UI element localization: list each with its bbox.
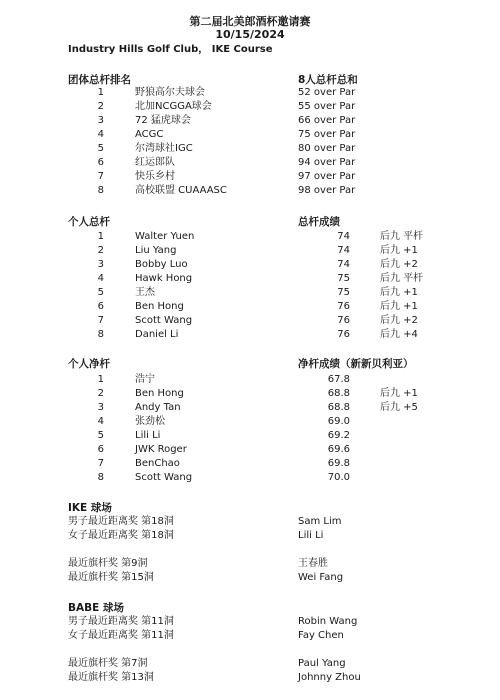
net-rank: 7	[97, 458, 104, 469]
gross-player-name: Daniel Li	[135, 329, 179, 340]
ike-award-label: 女子最近距离奖 第18洞	[68, 530, 174, 541]
ike-award-winner: Sam Lim	[298, 516, 342, 527]
team-rank: 8	[97, 185, 104, 196]
ike-award-winner: Wei Fang	[298, 572, 344, 583]
net-player-name: Lili Li	[135, 430, 161, 441]
net-rank: 8	[97, 472, 104, 483]
ike-award-label: 男子最近距离奖 第18洞	[68, 516, 174, 527]
team-rank: 1	[97, 87, 104, 98]
gross-score: 76	[337, 315, 350, 326]
babe-award-label: 最近旗杆奖 第7洞	[68, 658, 148, 669]
net-rank: 4	[97, 416, 104, 427]
team-score: 66 over Par	[298, 115, 356, 126]
team-name: 72 猛虎球会	[135, 115, 191, 126]
gross-tiebreak-note: 后九 +1	[380, 287, 418, 298]
net-player-name: Andy Tan	[135, 402, 181, 413]
team-name: 红运郎队	[135, 157, 175, 168]
net-player-name: JWK Roger	[135, 444, 187, 455]
gross-score: 74	[337, 231, 350, 242]
gross-tiebreak-note: 后九 +2	[380, 315, 418, 326]
gross-tiebreak-note: 后九 平杆	[380, 231, 424, 242]
net-player-name: 张劲松	[135, 416, 165, 427]
gross-tiebreak-note: 后九 +2	[380, 259, 418, 270]
team-score: 52 over Par	[298, 87, 356, 98]
team-score: 97 over Par	[298, 171, 356, 182]
net-score: 69.6	[327, 444, 350, 455]
babe-award-winner: Paul Yang	[298, 658, 346, 669]
gross-heading: 个人总杆	[68, 216, 110, 228]
ike-award-winner: 王春胜	[298, 558, 328, 569]
gross-player-name: Scott Wang	[135, 315, 193, 326]
gross-tiebreak-note: 后九 +4	[380, 329, 418, 340]
gross-player-name: Hawk Hong	[135, 273, 193, 284]
event-date: 10/15/2024	[215, 28, 285, 41]
team-name: 野狼高尔夫球会	[135, 87, 205, 98]
net-player-name: Scott Wang	[135, 472, 193, 483]
gross-rank: 7	[97, 315, 104, 326]
ike-award-label: 最近旗杆奖 第15洞	[68, 572, 154, 583]
ike-award-label: 最近旗杆奖 第9洞	[68, 558, 148, 569]
net-rank: 2	[97, 388, 104, 399]
team-name: 尔湾球社IGC	[135, 143, 193, 154]
gross-score: 74	[337, 259, 350, 270]
gross-score: 76	[337, 329, 350, 340]
team-score: 55 over Par	[298, 101, 356, 112]
gross-rank: 4	[97, 273, 104, 284]
gross-rank: 8	[97, 329, 104, 340]
team-name: 高校联盟 CUAAASC	[135, 185, 227, 196]
net-heading: 个人净杆	[68, 358, 110, 370]
net-score: 67.8	[327, 374, 350, 385]
gross-score: 75	[337, 287, 350, 298]
babe-award-winner: Fay Chen	[298, 630, 344, 641]
team-rank: 2	[97, 101, 104, 112]
babe-award-winner: Robin Wang	[298, 616, 358, 627]
team-score: 80 over Par	[298, 143, 356, 154]
team-score: 98 over Par	[298, 185, 356, 196]
net-score: 69.2	[327, 430, 350, 441]
ike-award-winner: Lili Li	[298, 530, 324, 541]
babe-award-winner: Johnny Zhou	[298, 672, 361, 683]
gross-rank: 1	[97, 231, 104, 242]
team-rank: 7	[97, 171, 104, 182]
team-rank: 6	[97, 157, 104, 168]
team-name: 北加NCGGA球会	[135, 101, 212, 112]
net-score: 70.0	[327, 472, 350, 483]
babe-heading: BABE 球场	[68, 602, 124, 614]
team-rank: 4	[97, 129, 104, 140]
gross-score: 74	[337, 245, 350, 256]
gross-player-name: Bobby Luo	[135, 259, 188, 270]
gross-player-name: Liu Yang	[135, 245, 177, 256]
team-rank: 5	[97, 143, 104, 154]
net-player-name: 浩宁	[135, 374, 155, 385]
gross-tiebreak-note: 后九 +1	[380, 301, 418, 312]
gross-tiebreak-note: 后九 +1	[380, 245, 418, 256]
babe-award-label: 最近旗杆奖 第13洞	[68, 672, 154, 683]
net-score-heading: 净杆成绩（新新贝利亚）	[298, 358, 414, 370]
net-score: 69.8	[327, 458, 350, 469]
team-ranking-heading: 团体总杆排名	[68, 74, 131, 86]
net-tiebreak-note: 后九 +5	[380, 402, 418, 413]
team-rank: 3	[97, 115, 104, 126]
gross-player-name: 王杰	[135, 287, 155, 298]
venue-line: Industry Hills Golf Club， IKE Course	[68, 44, 273, 55]
net-score: 69.0	[327, 416, 350, 427]
gross-player-name: Walter Yuen	[135, 231, 195, 242]
gross-tiebreak-note: 后九 平杆	[380, 273, 424, 284]
gross-rank: 2	[97, 245, 104, 256]
team-score-heading: 8人总杆总和	[298, 74, 358, 86]
net-rank: 6	[97, 444, 104, 455]
ike-heading: IKE 球场	[68, 502, 112, 514]
gross-rank: 3	[97, 259, 104, 270]
team-score: 75 over Par	[298, 129, 356, 140]
gross-score-heading: 总杆成绩	[298, 216, 340, 228]
net-rank: 5	[97, 430, 104, 441]
babe-award-label: 女子最近距离奖 第11洞	[68, 630, 174, 641]
net-player-name: BenChao	[135, 458, 180, 469]
net-rank: 3	[97, 402, 104, 413]
team-name: ACGC	[135, 129, 164, 140]
net-rank: 1	[97, 374, 104, 385]
net-score: 68.8	[327, 388, 350, 399]
babe-award-label: 男子最近距离奖 第11洞	[68, 616, 174, 627]
net-score: 68.8	[327, 402, 350, 413]
gross-rank: 5	[97, 287, 104, 298]
gross-rank: 6	[97, 301, 104, 312]
team-name: 快乐乡村	[135, 171, 175, 182]
gross-player-name: Ben Hong	[135, 301, 184, 312]
net-player-name: Ben Hong	[135, 388, 184, 399]
document-title: 第二届北美郎酒杯邀请赛	[189, 15, 311, 28]
net-tiebreak-note: 后九 +1	[380, 388, 418, 399]
team-score: 94 over Par	[298, 157, 356, 168]
gross-score: 75	[337, 273, 350, 284]
gross-score: 76	[337, 301, 350, 312]
